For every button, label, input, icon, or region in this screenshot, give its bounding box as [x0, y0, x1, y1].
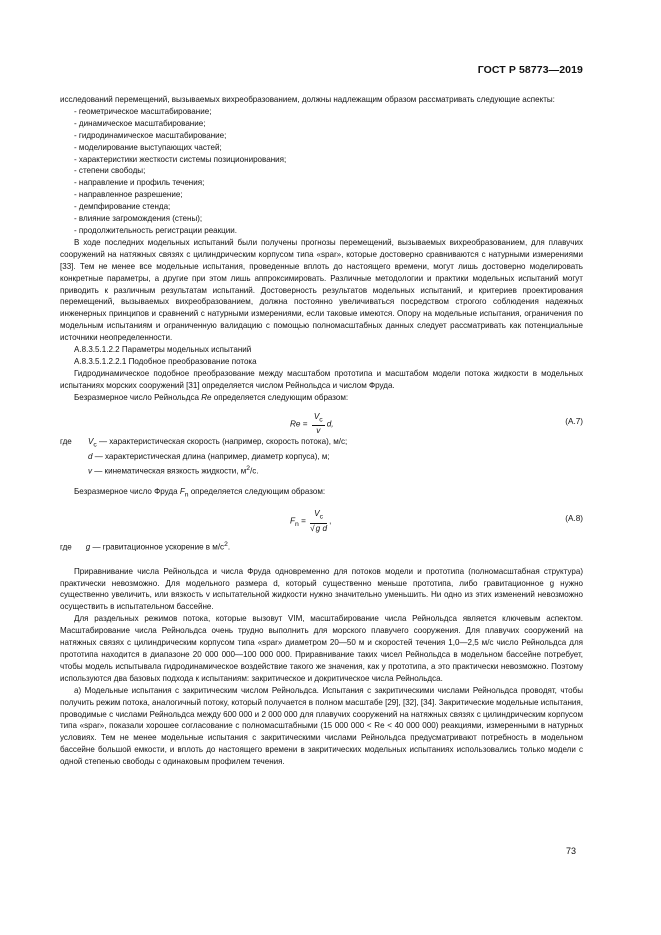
- where-item: [60, 451, 583, 463]
- numerator: [310, 509, 327, 524]
- where-block-a8: [60, 539, 583, 554]
- subscript: c: [319, 416, 323, 424]
- standard-number: ГОСТ Р 58773—2019: [477, 64, 583, 76]
- sqrt-icon: √: [310, 523, 315, 533]
- list-item: - гидродинамическое масштабирование;: [74, 130, 227, 140]
- text: определяется следующим образом:: [188, 486, 326, 496]
- paragraph-equalization: Приравнивание числа Рейнольдса и числа Фруда одновременно для потоков модели и прототипа (полномасштабная структура) практически невозможно. Для модельного размера d, который существенно меньше прототипа, либо гравитационное g нужно существенно увеличить, или вязкость v испытательной жидкости нужно значительно уменьшить. Ни одно из этих изменений невозможно осуществить в испытательном бассейне.: [60, 566, 583, 612]
- subscript: n: [295, 521, 299, 529]
- equals-sign: =: [298, 516, 309, 526]
- formula-a7: [60, 404, 583, 436]
- list-item: - геометрическое масштабирование;: [74, 106, 212, 116]
- list-item: - динамическое масштабирование;: [74, 118, 206, 128]
- definition: — характеристическая длина (например, диаметр корпуса), м;: [92, 452, 330, 462]
- symbol: V: [314, 509, 320, 519]
- formula-number: (A.8): [565, 514, 583, 524]
- where-item: [60, 436, 583, 452]
- list-item: - направление и профиль течения;: [74, 178, 205, 188]
- section-heading-flow-scaling: A.8.3.5.1.2.2.1 Подобное преобразование потока: [74, 356, 257, 366]
- text: Безразмерное число Рейнольдса: [74, 392, 202, 402]
- symbol: g d: [315, 523, 328, 533]
- paragraph-reynolds-definition: [60, 392, 583, 404]
- list-item: - характеристики жесткости системы позиционирования;: [74, 154, 287, 164]
- equals-sign: =: [300, 419, 310, 429]
- list-item: - степени свободы;: [74, 166, 146, 176]
- fraction: [310, 509, 327, 534]
- definition: — гравитационное ускорение в м/с: [90, 542, 225, 552]
- symbol: V: [88, 436, 94, 446]
- definition-tail: /с.: [250, 466, 259, 476]
- denominator: [310, 524, 327, 534]
- paragraph-froude-definition: [60, 486, 583, 502]
- list-item: - моделирование выступающих частей;: [74, 142, 222, 152]
- document-body: [60, 94, 583, 768]
- formula-lhs: F: [290, 516, 296, 526]
- where-item: [60, 463, 583, 478]
- symbol: v: [316, 426, 321, 436]
- definition: — характеристическая скорость (например, скорость потока), м/с;: [96, 436, 348, 446]
- superscript: 2: [224, 541, 228, 549]
- list-item: - направленное разрешение;: [74, 190, 183, 200]
- definition: — кинематическая вязкость жидкости, м: [92, 466, 247, 476]
- symbol-re: Re: [201, 392, 212, 402]
- list-item: - продолжительность регистрации реакции.: [74, 225, 238, 235]
- subscript: c: [319, 513, 324, 521]
- intro-paragraph: исследований перемещений, вызываемых вихреобразованием, должны надлежащим образом рассматривать следующие аспекты:: [60, 95, 555, 104]
- paragraph-supercritical: а) Модельные испытания с закритическим числом Рейнольдса. Испытания с закритическими числами Рейнольдса проводят, чтобы получить режим потока, аналогичный потоку, который получается в полном масштабе [29], [32], [34]. Закритические модельные испытания, проводимые с числами Рейнольдса между 600 000 и 2 000 000 для плавучих сооружений на натяжных связях с цилиндрическим корпусом типа «spar», показали хорошее согласование с полномасштабными (15 000 000 < Re < 40 000 000) реакциями, измеренными в натурных условиях. Тем не менее модельные испытания с закритическими числами Рейнольдса предусматривают потребность в модельном бассейне большой емкости, и вплоть до настоящего времени в закритических модельных испытаниях использовались только модели с одной степенью свободы с одинаковым профилем течения.: [60, 685, 584, 767]
- formula-number: (A.7): [565, 416, 583, 426]
- where-label: где: [60, 542, 72, 552]
- superscript: 2: [246, 464, 251, 472]
- list-item: - влияние загромождения (стены);: [74, 214, 203, 224]
- paragraph-hydrodynamic: Гидродинамическое подобное преобразование между масштабом прототипа и масштабом модели потока жидкости в модельных испытаниях морских сооружений [31] определяется числом Рейнольдса и числом Фруда.: [60, 368, 583, 390]
- subscript: c: [93, 441, 97, 449]
- paragraph-recent-tests: В ходе последних модельных испытаний были получены прогнозы перемещений, вызываемых вихреобразованием, для плавучих сооружений на натяжных связях с цилиндрическим корпусом типа «spar», которые достоверно сравниваются с натурными измерениями [33]. Тем не менее все модельные испытания, проведенные вплоть до настоящего времени, могут лишь достоверно моделировать конкретные параметры, а другие при этом лишь аппроксимировать. Различные методологии и практики модельных испытаний могут приводить к различным результатам испытаний. Достоверность результатов модельных испытаний, и критериев проектирования перемещений, вызываемых вихреобразованием, должна постоянно увеличиваться посредством строгого соблюдения надежных инженерных принципов и сравнений с натурными измерениями, если таковые имеются. Опору на модельные испытания, ограничения по модельным испытаниям и ограниченную валидацию с помощью полномасштабных данных следует рассматривать как потенциальные источники неопределенности.: [60, 237, 583, 343]
- subscript: n: [184, 491, 189, 499]
- symbol-fn: F: [179, 486, 185, 496]
- section-heading-parameters: A.8.3.5.1.2.2 Параметры модельных испытаний: [74, 345, 252, 355]
- formula-a7-expression: [290, 412, 334, 437]
- where-label: где: [60, 436, 72, 446]
- symbol: g: [85, 542, 91, 552]
- definition-tail: .: [227, 542, 231, 552]
- symbol: d: [88, 452, 93, 462]
- page-number: 73: [566, 846, 577, 856]
- formula-tail: d,: [326, 419, 334, 429]
- formula-lhs: Re: [290, 419, 301, 429]
- formula-tail: ,: [329, 516, 332, 526]
- paragraph-vim: Для раздельных режимов потока, которые вызовут VIM, масштабирование числа Рейнольдса является ключевым аспектом. Масштабирование числа Рейнольдса очень трудно выполнить для морского плавучего сооружения. Для плавучих сооружений на натяжных связях с цилиндрическим корпусом типа «spar» диаметром 20—50 м и скоростей течения 1,0—2,5 м/с число Рейнольдса для прототипа находится в диапазоне 20 000 000—100 000 000. Приравнивание таких чисел Рейнольдса в модельном бассейне потребует, чтобы модель испытывала гидродинамическое воздействие такого же значения, как у прототипа, а это практически невозможно. Поэтому используются два базовых подхода к испытаниям: закритическое и докритическое числа Рейнольдса.: [60, 614, 583, 683]
- text: Безразмерное число Фруда: [74, 486, 180, 496]
- formula-a8-expression: [290, 509, 331, 534]
- where-block-a7: [60, 436, 583, 478]
- list-item: - демпфирование стенда;: [74, 202, 171, 212]
- symbol: V: [313, 411, 320, 421]
- aspects-list: [60, 106, 583, 237]
- symbol: v: [88, 466, 93, 476]
- fraction: [312, 412, 325, 437]
- text: определяется следующим образом:: [211, 392, 349, 402]
- numerator: [312, 412, 325, 427]
- formula-a8: [60, 501, 583, 539]
